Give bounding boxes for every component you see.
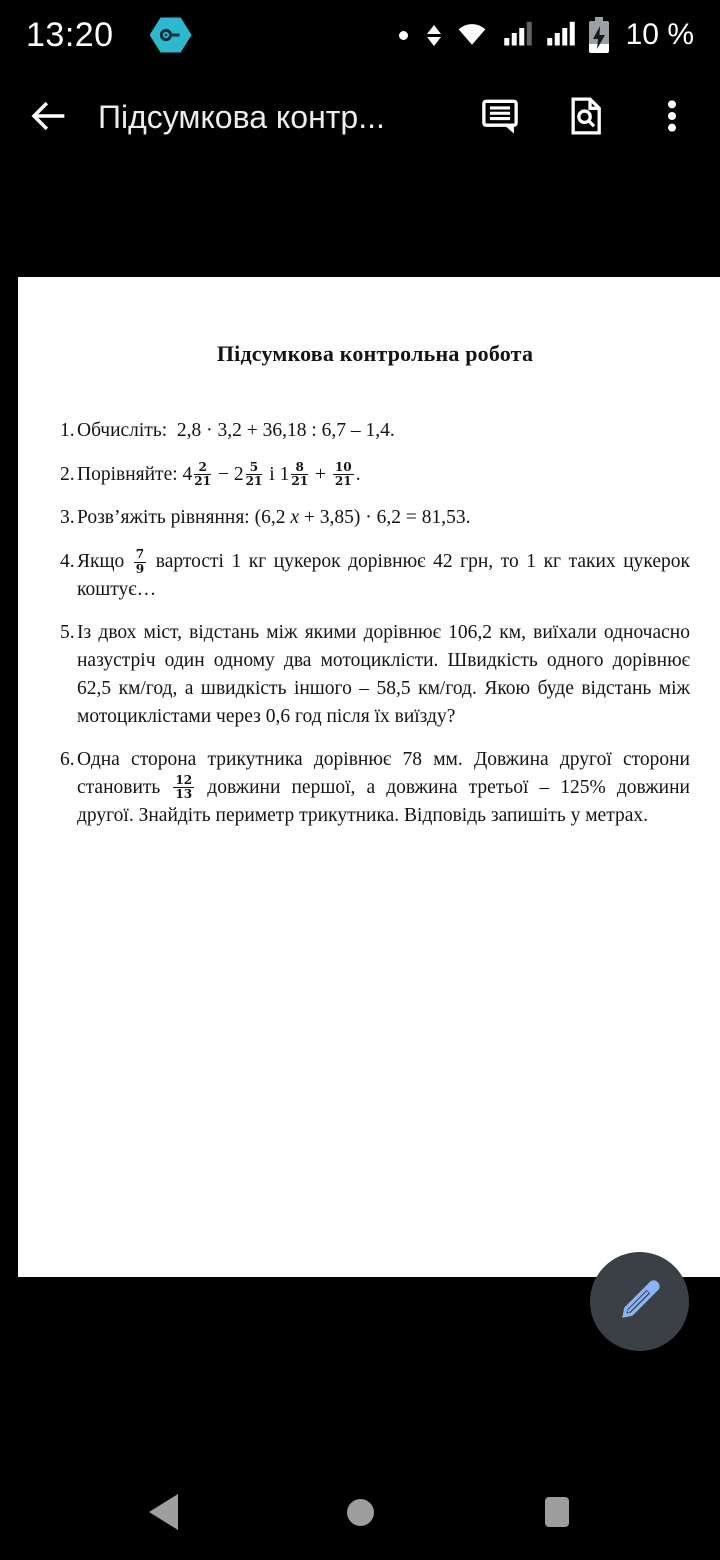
document-name-title: Підсумкова контр... — [98, 98, 385, 135]
wifi-icon — [454, 17, 490, 54]
problem-item — [60, 461, 690, 489]
back-arrow-icon — [27, 95, 69, 140]
problem-text: Розв’яжіть рівняння: (6,2 x + 3,85) · 6,2 = 81,53. — [77, 507, 471, 529]
overflow-menu-button[interactable] — [644, 89, 700, 145]
problem-number: 6. — [60, 749, 75, 771]
problem-item — [60, 417, 690, 445]
fraction: $\frac{8}{21}$ — [291, 460, 309, 489]
android-nav-bar — [0, 1464, 720, 1560]
fraction: $\frac{2}{21}$ — [194, 460, 212, 489]
key-icon — [150, 16, 192, 54]
fraction: $\frac{12}{13}$ — [175, 773, 193, 802]
problem-list — [60, 417, 690, 829]
status-bar-left — [26, 16, 192, 55]
problem-item — [60, 548, 690, 603]
edit-fab[interactable] — [590, 1252, 689, 1351]
problem-text: Одна сторона трикутника дорівнює 78 мм. Довжина другої сторони становить $\frac{12}{13}$ довжини першої, а довжина третьої – 125% довжини другої. Знайдіть периметр трикутника. Відповідь запишіть у метрах. — [77, 749, 690, 826]
problem-text: Обчисліть: 2,8 · 3,2 + 36,18 : 6,7 – 1,4. — [77, 420, 395, 441]
problem-text: Порівняйте: 4 $\frac{2}{21}$ − 2 $\frac{5}{21}$ і 1 $\frac{8}{21}$ + $\frac{10}{21}$ . — [77, 460, 361, 489]
cellular-signal-icon-sim1 — [503, 18, 533, 53]
overflow-menu-icon — [652, 96, 692, 139]
nav-home-icon — [347, 1499, 374, 1526]
fraction: $\frac{5}{21}$ — [245, 460, 263, 489]
find-in-page-icon — [564, 94, 608, 141]
nav-home-button[interactable] — [332, 1484, 388, 1540]
problem-text: Із двох міст, відстань між якими дорівнює 106,2 км, виїхали одночасно назустріч один одному два мотоциклісти. Швидкість одного дорівнює 62,5 км/год, а швидкість іншого – 58,5 км/год. Якою буде відстань між мотоциклістами через 0,6 год після їх виїзду? — [77, 622, 690, 727]
nav-recents-button[interactable] — [529, 1484, 585, 1540]
nav-back-button[interactable] — [135, 1484, 191, 1540]
status-bar — [0, 0, 720, 70]
problem-number: 5. — [60, 622, 75, 644]
document-title: Підсумкова контрольна робота — [216, 341, 534, 366]
cellular-signal-icon-sim2 — [546, 18, 576, 53]
battery-percent: 10 % — [625, 18, 694, 51]
data-transfer-arrows-icon — [427, 25, 441, 46]
fraction: $\frac{10}{21}$ — [334, 460, 352, 489]
comments-button[interactable] — [472, 89, 528, 145]
pencil-edit-icon — [616, 1276, 664, 1327]
nav-recents-icon — [545, 1497, 569, 1527]
toolbar-actions — [472, 89, 700, 145]
nav-back-icon — [149, 1494, 178, 1530]
document-page[interactable] — [18, 277, 720, 1277]
problem-number: 3. — [60, 507, 75, 529]
back-button[interactable] — [20, 89, 76, 145]
status-time: 13:20 — [26, 15, 114, 54]
notification-dot — [399, 31, 408, 40]
app-toolbar — [0, 70, 720, 164]
comment-icon — [478, 94, 522, 141]
fraction: $\frac{7}{9}$ — [135, 547, 145, 576]
battery-charging-icon — [589, 17, 609, 53]
status-bar-right — [399, 17, 694, 54]
problem-item — [60, 619, 690, 730]
problem-number: 1. — [60, 420, 75, 441]
find-in-document-button[interactable] — [558, 89, 614, 145]
problem-number: 4. — [60, 551, 75, 573]
problem-item — [60, 504, 690, 532]
problem-text: Якщо $\frac{7}{9}$ вартості 1 кг цукерок дорівнює 42 грн, то 1 кг таких цукерок коштує… — [77, 547, 691, 600]
problem-item — [60, 746, 690, 829]
problem-number: 2. — [60, 463, 75, 485]
